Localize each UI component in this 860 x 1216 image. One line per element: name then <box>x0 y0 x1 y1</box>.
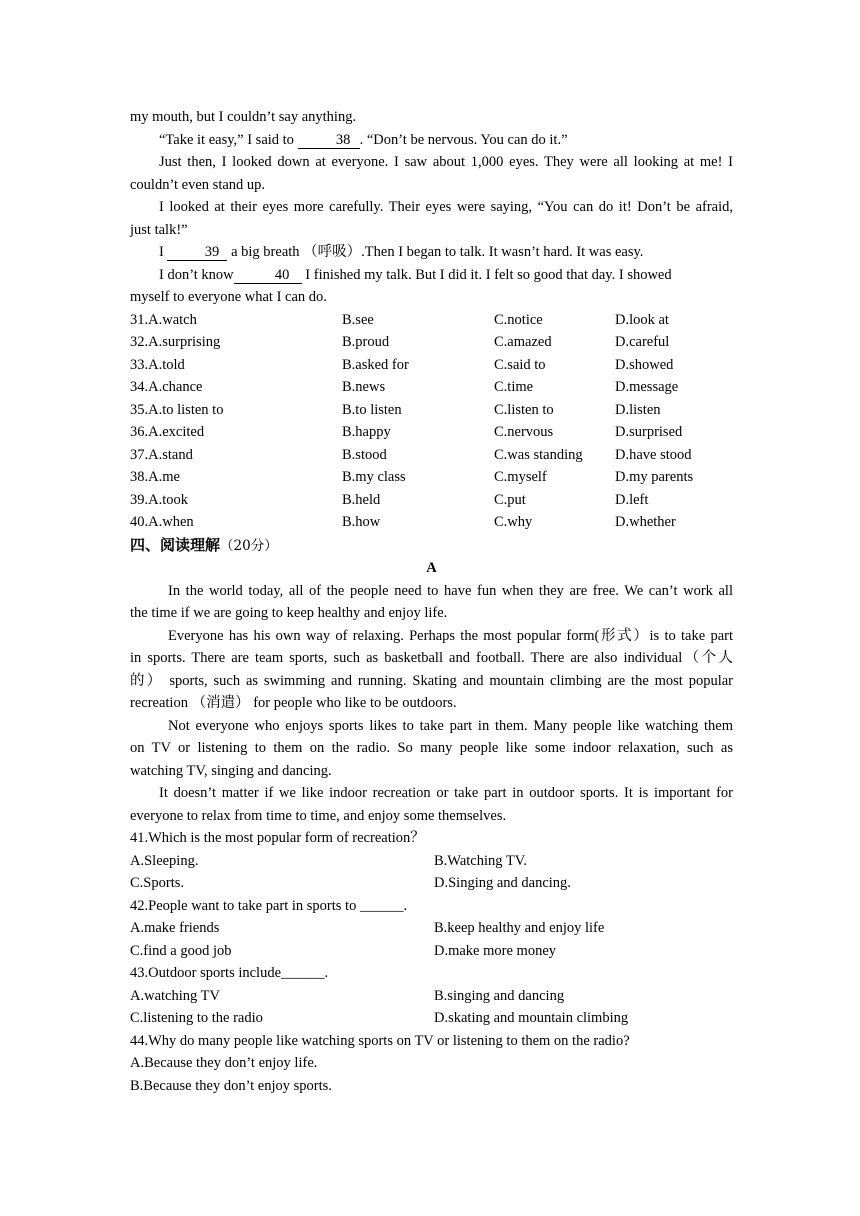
section-heading <box>130 534 733 556</box>
passage-line: the time if we are going to keep healthy and enjoy life. <box>130 605 448 621</box>
passage-line: In the world today, all of the people need to have fun when they are free. We can’t work all <box>168 582 733 599</box>
option-d[interactable]: D.skating and mountain climbing <box>434 1010 629 1026</box>
passage-line: on TV or listening to them on the radio. So many people like some indoor relaxation, such as <box>130 740 733 756</box>
option-row <box>130 399 733 422</box>
option-a[interactable]: A.Because they don’t enjoy life. <box>130 1055 318 1071</box>
passage-line: in sports. There are team sports, such as basketball and football. There are also individual（个人 <box>130 650 733 666</box>
option-row <box>130 354 733 377</box>
option-b[interactable]: B.held <box>342 491 381 508</box>
option-d[interactable]: D.careful <box>615 334 670 350</box>
option-row <box>130 511 733 534</box>
option-d[interactable]: D.have stood <box>615 446 692 463</box>
passage-line: 的） sports, such as swimming and running. Skating and mountain climbing are the most popular <box>130 672 733 689</box>
section-score: （20分） <box>220 537 278 554</box>
option-c[interactable]: C.said to <box>494 356 546 373</box>
option-a[interactable]: 37.A.stand <box>130 446 193 463</box>
cloze-line-7 <box>130 241 733 264</box>
option-c[interactable]: C.time <box>494 379 534 395</box>
option-row <box>130 1007 733 1030</box>
cloze-text: “Take it easy,” I said to <box>159 131 298 148</box>
option-c[interactable]: C.Sports. <box>130 875 184 891</box>
option-b[interactable]: B.asked for <box>342 356 409 373</box>
option-b[interactable]: B.how <box>342 514 381 530</box>
option-b[interactable]: B.see <box>342 311 374 328</box>
option-c[interactable]: C.put <box>494 491 526 508</box>
option-a[interactable]: 34.A.chance <box>130 379 203 395</box>
option-d[interactable]: D.Singing and dancing. <box>434 875 571 891</box>
blank-39[interactable]: 39 <box>167 244 227 261</box>
option-a[interactable]: 38.A.me <box>130 469 180 485</box>
option-d[interactable]: D.surprised <box>615 424 683 440</box>
option-b[interactable]: B.my class <box>342 469 406 485</box>
cloze-line-4: couldn’t even stand up. <box>130 176 266 193</box>
passage-line: Everyone has his own way of relaxing. Perhaps the most popular form(形式）is to take part <box>168 627 733 644</box>
cloze-text: I don’t know <box>159 266 234 283</box>
option-row <box>130 376 733 399</box>
cloze-line-6: just talk!” <box>130 221 188 238</box>
option-a[interactable]: A.watching TV <box>130 987 220 1004</box>
option-a[interactable]: 31.A.watch <box>130 311 197 328</box>
cloze-text: I finished my talk. But I did it. I felt so good that day. I showed <box>301 266 672 283</box>
option-row <box>130 985 733 1008</box>
option-c[interactable]: C.listening to the radio <box>130 1010 263 1026</box>
exam-page <box>130 106 733 1097</box>
option-a[interactable]: A.Sleeping. <box>130 852 199 869</box>
question-44: 44.Why do many people like watching sports on TV or listening to them on the radio? <box>130 1032 630 1049</box>
cloze-line-3: Just then, I looked down at everyone. I saw about 1,000 eyes. They were all looking at me! I <box>159 154 733 170</box>
cloze-line-8 <box>130 264 733 287</box>
passage-paragraph-4 <box>130 782 733 827</box>
option-d[interactable]: D.my parents <box>615 469 694 485</box>
cloze-line-1: my mouth, but I couldn’t say anything. <box>130 109 357 125</box>
option-d[interactable]: D.left <box>615 491 649 508</box>
passage-line: Not everyone who enjoys sports likes to take part in them. Many people like watching them <box>168 717 733 734</box>
option-c[interactable]: C.was standing <box>494 446 583 463</box>
option-row <box>130 872 733 895</box>
cloze-text: . “Don’t be nervous. You can do it.” <box>359 131 568 148</box>
option-row <box>130 940 733 963</box>
passage-line: It doesn’t matter if we like indoor recreation or take part in outdoor sports. It is important for <box>159 785 733 801</box>
option-c[interactable]: C.myself <box>494 469 547 485</box>
cloze-line-2 <box>130 129 733 152</box>
option-a[interactable]: 35.A.to listen to <box>130 401 224 418</box>
option-row <box>130 309 733 332</box>
option-row <box>130 444 733 467</box>
option-a[interactable]: 40.A.when <box>130 514 194 530</box>
option-b[interactable]: B.keep healthy and enjoy life <box>434 920 605 936</box>
passage-line: watching TV, singing and dancing. <box>130 762 332 779</box>
option-d[interactable]: D.listen <box>615 401 661 418</box>
option-b[interactable]: B.to listen <box>342 401 402 418</box>
option-c[interactable]: C.amazed <box>494 334 552 350</box>
option-a[interactable]: 36.A.excited <box>130 424 205 440</box>
option-d[interactable]: D.message <box>615 379 679 395</box>
option-c[interactable]: C.find a good job <box>130 942 232 959</box>
option-a[interactable]: A.make friends <box>130 920 220 936</box>
option-a[interactable]: 32.A.surprising <box>130 334 221 350</box>
cloze-text: a big breath （呼吸）.Then I began to talk. It wasn’t hard. It was easy. <box>227 244 644 260</box>
cloze-options <box>130 309 733 534</box>
blank-38[interactable]: 38 <box>298 132 360 149</box>
question-43: 43.Outdoor sports include______. <box>130 965 329 981</box>
option-b[interactable]: B.proud <box>342 334 390 350</box>
option-c[interactable]: C.listen to <box>494 401 554 418</box>
question-41: 41.Which is the most popular form of recreation？ <box>130 830 425 846</box>
option-b[interactable]: B.singing and dancing <box>434 987 565 1004</box>
option-c[interactable]: C.why <box>494 514 533 530</box>
blank-40[interactable]: 40 <box>234 267 302 284</box>
passage-paragraph-2 <box>130 625 733 715</box>
option-row <box>130 421 733 444</box>
option-row <box>130 331 733 354</box>
passage-line: recreation （消遣） for people who like to be outdoors. <box>130 695 457 711</box>
option-d[interactable]: D.make more money <box>434 942 557 959</box>
option-c[interactable]: C.nervous <box>494 424 554 440</box>
option-b[interactable]: B.news <box>342 379 386 395</box>
option-d[interactable]: D.look at <box>615 311 669 328</box>
option-a[interactable]: 39.A.took <box>130 491 188 508</box>
section-title: 四、阅读理解 <box>130 535 221 554</box>
option-a[interactable]: 33.A.told <box>130 356 185 373</box>
option-d[interactable]: D.showed <box>615 356 674 373</box>
cloze-line-5: I looked at their eyes more carefully. Their eyes were saying, “You can do it! Don’t be afraid, <box>159 199 733 215</box>
option-b[interactable]: B.happy <box>342 424 391 440</box>
option-row <box>130 850 733 873</box>
option-c[interactable]: C.notice <box>494 311 543 328</box>
passage-label: A <box>426 559 437 576</box>
cloze-line-9: myself to everyone what I can do. <box>130 289 327 305</box>
option-b[interactable]: B.Because they don’t enjoy sports. <box>130 1077 332 1094</box>
passage-line: everyone to relax from time to time, and enjoy some themselves. <box>130 807 507 824</box>
option-row <box>130 489 733 512</box>
cloze-text: I <box>159 244 168 260</box>
passage-paragraph-3 <box>130 715 733 783</box>
passage-paragraph-1 <box>130 580 733 625</box>
option-b[interactable]: B.Watching TV. <box>434 852 527 869</box>
question-42: 42.People want to take part in sports to ______. <box>130 897 408 914</box>
option-b[interactable]: B.stood <box>342 446 387 463</box>
option-row <box>130 917 733 940</box>
option-d[interactable]: D.whether <box>615 514 676 530</box>
option-row <box>130 466 733 489</box>
